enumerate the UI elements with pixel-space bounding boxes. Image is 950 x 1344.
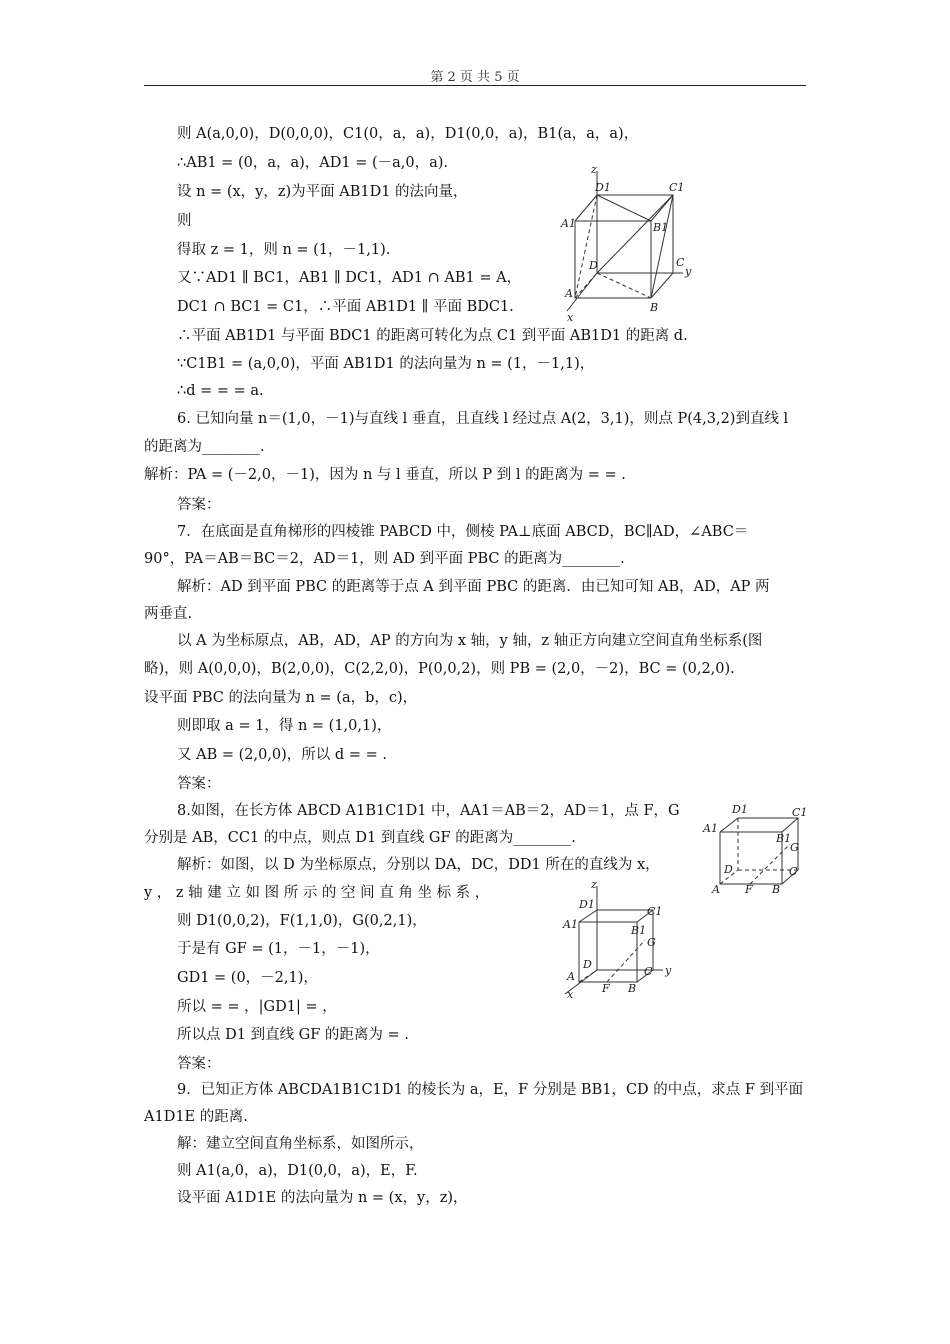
text-line: 则 A(a,0,0)，D(0,0,0)，C1(0，a，a)，D1(0,0，a)，B1(a，a，a)， [177, 126, 639, 142]
header-rule [144, 85, 806, 86]
text-line: 答案： [177, 1056, 221, 1072]
label-B1: B1 [776, 832, 792, 845]
label-C1: C1 [647, 905, 663, 918]
label-A: A [712, 883, 720, 896]
box-front-face [720, 832, 782, 884]
text-line: 解析：如图，以 D 为坐标原点，分别以 DA，DC，DD1 所在的直线为 x， [177, 857, 660, 873]
text-line: 9．已知正方体 ABCDA1B1C1D1 的棱长为 a，E，F 分别是 BB1，CD 的中点，求点 F 到平面 [177, 1082, 804, 1098]
text-line: 答案： [177, 497, 221, 513]
text-line: 解析：AD 到平面 PBC 的距离等于点 A 到平面 PBC 的距离．由已知可知 AB，AD，AP 两 [177, 579, 770, 595]
label-B1: B1 [653, 221, 669, 234]
text-line: 7．在底面是直角梯形的四棱锥 PABCD 中，侧棱 PA⊥底面 ABCD，BC∥AD，∠ABC＝ [177, 524, 749, 540]
text-line: 则 A1(a,0，a)，D1(0,0，a)，E，F. [177, 1163, 418, 1179]
label-D: D [583, 958, 592, 971]
label-B: B [772, 883, 781, 896]
text-line: 答案： [177, 776, 221, 792]
label-y: y [665, 964, 672, 977]
label-x: x [567, 988, 574, 1000]
text-line: 设平面 PBC 的法向量为 n = (a，b，c)， [144, 690, 418, 706]
label-C1: C1 [669, 181, 685, 194]
text-line: 两垂直. [144, 606, 193, 622]
text-line: 8.如图，在长方体 ABCD A1B1C1D1 中，AA1＝AB＝2，AD＝1，点 F，G [177, 803, 680, 819]
label-A1: A1 [703, 822, 718, 835]
label-D1: D1 [595, 181, 611, 194]
label-D: D [589, 259, 598, 272]
label-B: B [650, 301, 659, 314]
cube-figure-1 [555, 163, 705, 323]
text-line: 设平面 A1D1E 的法向量为 n = (x，y，z)， [177, 1190, 468, 1206]
text-line: ∴平面 AB1D1 与平面 BDC1 的距离可转化为点 C1 到平面 AB1D1 的距离 d. [177, 328, 688, 344]
label-B1: B1 [631, 924, 647, 937]
box-figure-3 [555, 878, 680, 1000]
text-line: 则 D1(0,0,2)，F(1,1,0)，G(0,2,1)， [177, 913, 427, 929]
box-front-face [579, 922, 637, 982]
text-line: 又∵AD1 ∥ BC1，AB1 ∥ DC1，AD1 ∩ AB1 = A， [177, 270, 522, 286]
label-z: z [591, 878, 597, 891]
text-line: 所以 = = ，|GD1| = ， [177, 999, 337, 1015]
text-line: 得取 z = 1，则 n = (1，－1,1). [177, 242, 391, 258]
label-C1: C1 [792, 806, 808, 819]
text-line: 又 AB = (2,0,0)，所以 d = = . [177, 747, 387, 763]
text-line: 设 n = (x，y，z)为平面 AB1D1 的法向量， [177, 184, 468, 200]
label-D1: D1 [579, 898, 595, 911]
text-line: 解析：PA = (－2,0，－1)，因为 n 与 l 垂直，所以 P 到 l 的距离为 = = . [144, 467, 626, 483]
text-line: ∴d = = = a. [177, 383, 264, 399]
text-line: DC1 ∩ BC1 = C1，∴平面 AB1D1 ∥ 平面 BDC1. [177, 299, 514, 315]
label-F: F [602, 982, 610, 995]
text-line: ∴AB1 = (0，a，a)，AD1 = (－a,0，a). [177, 155, 449, 171]
text-line: ∵C1B1 = (a,0,0)，平面 AB1D1 的法向量为 n = (1，－1,1)， [177, 356, 595, 372]
text-line: GD1 = (0，－2,1)， [177, 970, 318, 986]
label-D: D [724, 863, 733, 876]
label-C: C [676, 256, 685, 269]
text-line: y ， z 轴 建 立 如 图 所 示 的 空 间 直 角 坐 标 系 ， [144, 885, 490, 901]
text-line: 90°，PA＝AB＝BC＝2，AD＝1，则 AD 到平面 PBC 的距离为________. [144, 551, 625, 567]
text-line: 分别是 AB，CC1 的中点，则点 D1 到直线 GF 的距离为________. [144, 830, 576, 846]
text-line: 解：建立空间直角坐标系，如图所示， [177, 1136, 424, 1152]
label-A1: A1 [563, 918, 578, 931]
text-line: 则即取 a = 1，得 n = (1,0,1)， [177, 718, 392, 734]
page-header: 第 2 页 共 5 页 [430, 70, 520, 85]
label-D1: D1 [732, 803, 748, 816]
label-G: G [790, 841, 799, 854]
label-z: z [591, 163, 597, 176]
text-line: 于是有 GF = (1，－1，－1)， [177, 941, 380, 957]
text-line: 所以点 D1 到直线 GF 的距离为 = . [177, 1027, 409, 1043]
label-x: x [567, 311, 574, 323]
box-figure-2 [700, 800, 810, 896]
label-A1: A1 [561, 217, 576, 230]
text-line: A1D1E 的距离. [144, 1109, 248, 1125]
label-C: C [789, 865, 798, 878]
text-line: 6. 已知向量 n＝(1,0，－1)与直线 l 垂直，且直线 l 经过点 A(2，3,1)，则点 P(4,3,2)到直线 l [177, 411, 789, 427]
label-y: y [685, 265, 692, 278]
text-line: 略)，则 A(0,0,0)，B(2,0,0)，C(2,2,0)，P(0,0,2)，则 PB = (2,0，－2)，BC = (0,2,0). [144, 661, 735, 677]
label-C: C [644, 965, 653, 978]
label-A: A [565, 287, 573, 300]
label-A: A [567, 970, 575, 983]
label-F: F [745, 883, 753, 896]
label-B: B [628, 982, 637, 995]
text-line: 以 A 为坐标原点，AB，AD，AP 的方向为 x 轴，y 轴，z 轴正方向建立空间直角坐标系(图 [177, 633, 763, 649]
text-line: 的距离为________. [144, 439, 265, 455]
label-G: G [647, 936, 656, 949]
text-line: 则 [177, 213, 192, 229]
